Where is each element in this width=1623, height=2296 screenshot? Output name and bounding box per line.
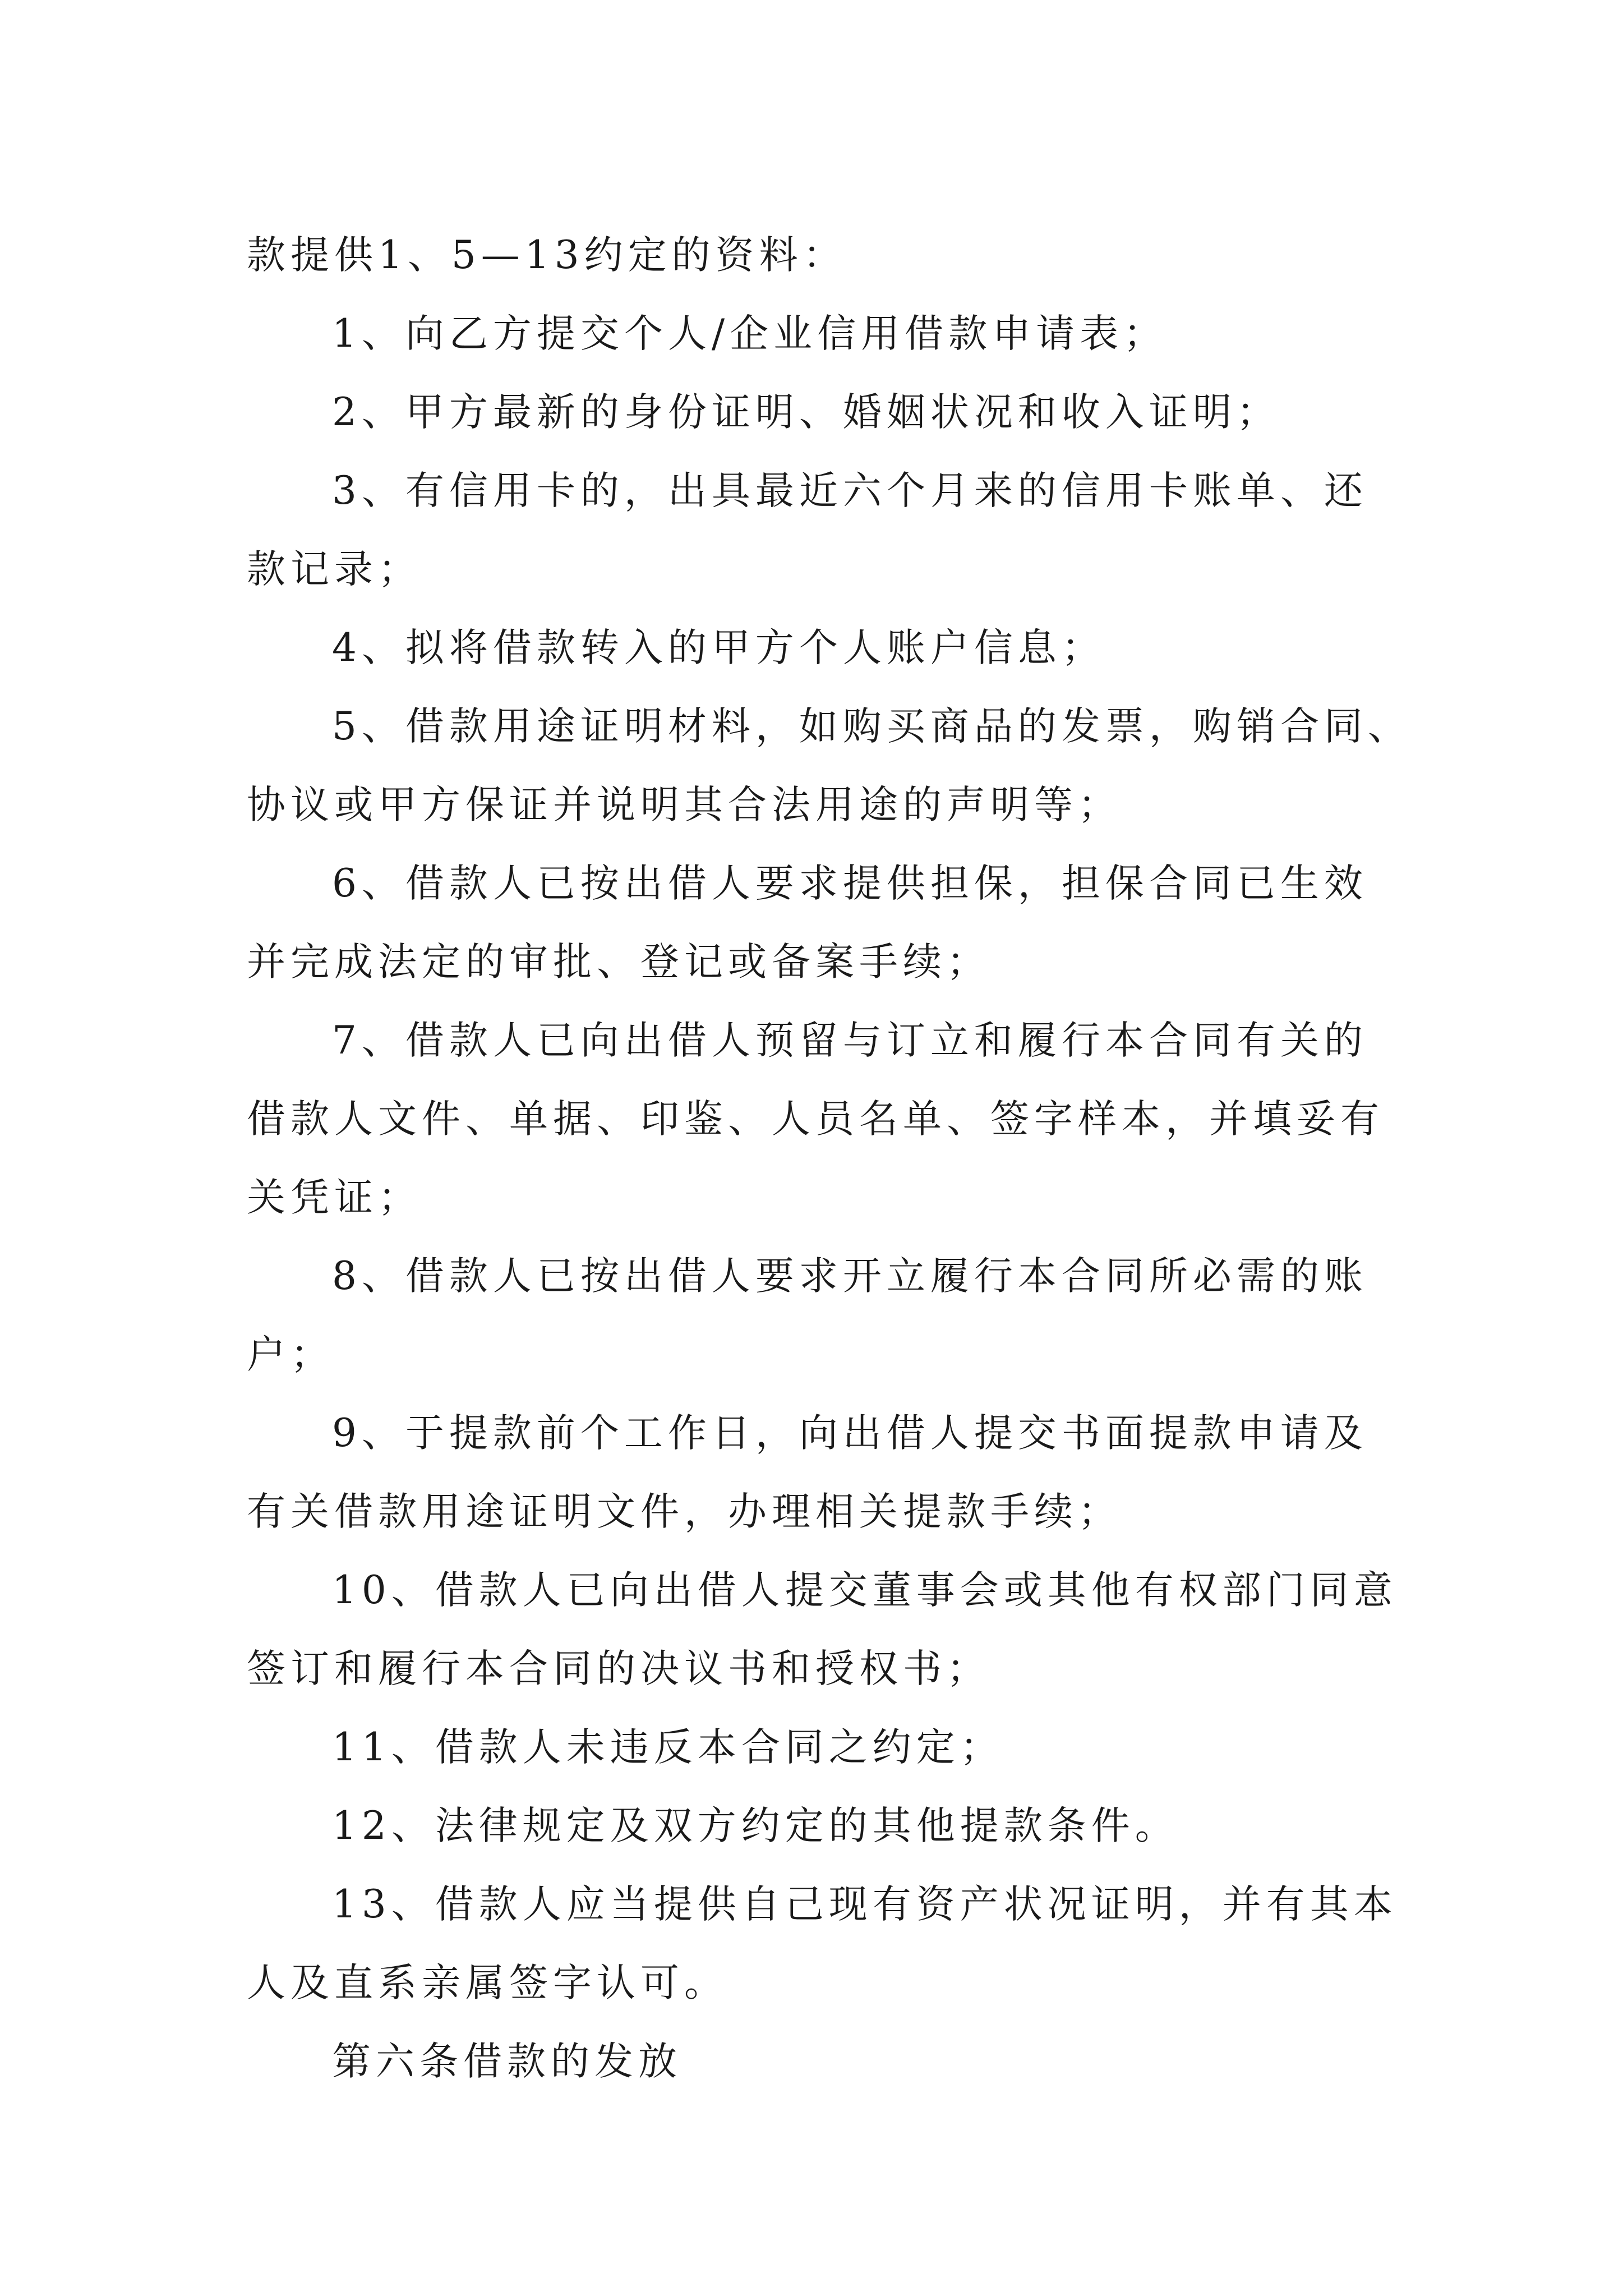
clause-7-continued: 借款人文件、单据、印鉴、人员名单、签字样本，并填妥有	[247, 1097, 1384, 1142]
clause-4: 4、拟将借款转入的甲方个人账户信息；	[332, 625, 1105, 670]
clause-7: 7、借款人已向出借人预留与订立和履行本合同有关的	[332, 1018, 1368, 1063]
clause-8: 8、借款人已按出借人要求开立履行本合同所必需的账	[332, 1254, 1368, 1299]
clause-6: 6、借款人已按出借人要求提供担保，担保合同已生效	[332, 861, 1368, 906]
clause-3-continued: 款记录；	[247, 547, 422, 592]
clause-10-continued: 签订和履行本合同的决议书和授权书；	[247, 1646, 990, 1691]
section-heading: 第六条借款的发放	[332, 2039, 682, 2084]
clause-3: 3、有信用卡的，出具最近六个月来的信用卡账单、还	[332, 468, 1368, 513]
clause-9: 9、于提款前个工作日，向出借人提交书面提款申请及	[332, 1411, 1368, 1456]
clause-10: 10、借款人已向出借人提交董事会或其他有权部门同意	[332, 1568, 1398, 1613]
clause-5: 5、借款用途证明材料，如购买商品的发票，购销合同、	[332, 704, 1412, 749]
document-body	[247, 216, 1412, 2101]
clause-11: 11、借款人未违反本合同之约定；	[332, 1725, 1004, 1770]
clause-12: 12、法律规定及双方约定的其他提款条件。	[332, 1803, 1179, 1848]
clause-5-continued: 协议或甲方保证并说明其合法用途的声明等；	[247, 783, 1122, 827]
clause-13: 13、借款人应当提供自己现有资产状况证明，并有其本	[332, 1882, 1398, 1927]
clause-1: 1、向乙方提交个人/企业信用借款申请表；	[332, 311, 1168, 356]
text-line-continuation: 款提供1、5—13约定的资料：	[247, 233, 847, 278]
clause-13-continued: 人及直系亲属签字认可。	[247, 1961, 728, 2005]
clause-2: 2、甲方最新的身份证明、婚姻状况和收入证明；	[332, 390, 1280, 435]
clause-6-continued: 并完成法定的审批、登记或备案手续；	[247, 940, 990, 984]
clause-9-continued: 有关借款用途证明文件，办理相关提款手续；	[247, 1489, 1122, 1534]
clause-8-continued: 户；	[247, 1332, 334, 1377]
clause-7-continued-2: 关凭证；	[247, 1175, 422, 1220]
